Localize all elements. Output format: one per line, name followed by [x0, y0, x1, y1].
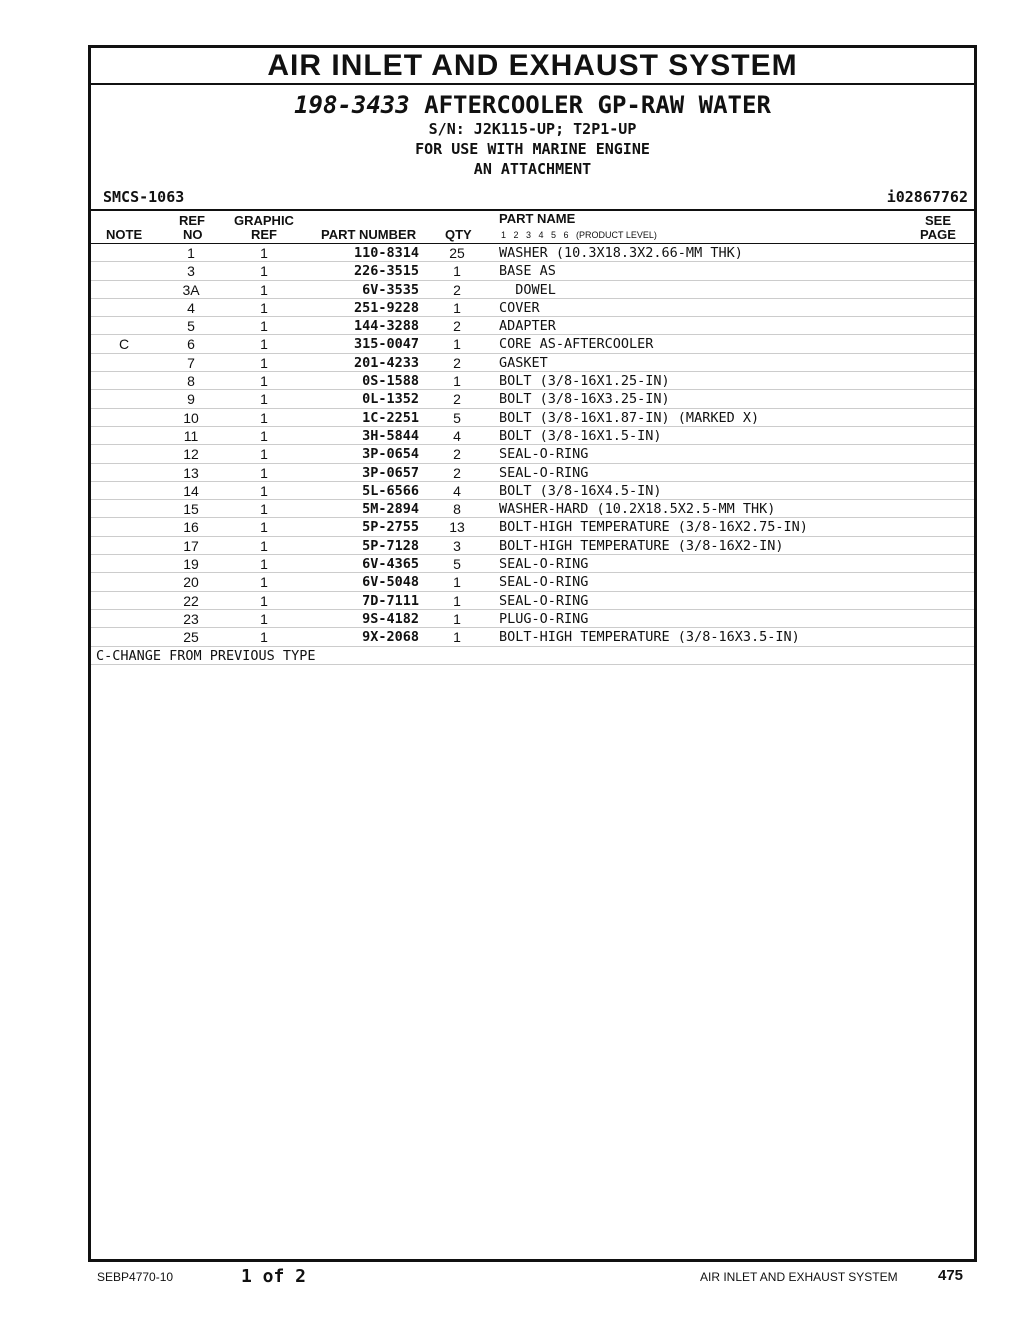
row-graphic-ref: 1: [260, 629, 268, 646]
header-note: NOTE: [106, 227, 143, 242]
row-part-name: SEAL-O-RING: [499, 574, 589, 591]
row-part-name: SEAL-O-RING: [499, 446, 589, 463]
row-part-number: 251-9228: [353, 299, 419, 316]
row-graphic-ref: 1: [260, 318, 268, 335]
page-of-count: 1 of 2: [241, 1266, 307, 1287]
row-part-number: 1C-2251: [362, 409, 419, 426]
row-graphic-ref: 1: [260, 482, 268, 499]
row-graphic-ref: 1: [260, 391, 268, 408]
table-row: [91, 427, 974, 445]
parts-table-body: [91, 244, 974, 647]
table-row: [91, 592, 974, 610]
row-graphic-ref: 1: [260, 446, 268, 463]
row-part-name: GASKET: [499, 354, 548, 371]
row-graphic-ref: 1: [260, 592, 268, 609]
footer-section-name: AIR INLET AND EXHAUST SYSTEM: [700, 1270, 898, 1284]
row-ref-no: 23: [183, 610, 199, 627]
row-qty: 1: [453, 610, 461, 627]
page-number: 475: [938, 1267, 964, 1284]
row-ref-no: 19: [183, 556, 199, 573]
row-ref-no: 16: [183, 519, 199, 536]
row-part-name: BOLT (3/8-16X4.5-IN): [499, 482, 662, 499]
row-ref-no: 6: [187, 336, 195, 353]
header-ref-top: REF: [179, 213, 205, 228]
row-part-name: PLUG-O-RING: [499, 610, 589, 627]
header-see-bottom: PAGE: [920, 227, 956, 242]
table-row: [91, 628, 974, 646]
change-footnote: C-CHANGE FROM PREVIOUS TYPE: [91, 647, 974, 665]
row-qty: 2: [453, 464, 461, 481]
row-ref-no: 3: [187, 263, 195, 280]
row-part-name: SEAL-O-RING: [499, 592, 589, 609]
row-qty: 2: [453, 391, 461, 408]
row-qty: 1: [453, 373, 461, 390]
row-part-name: BOLT-HIGH TEMPERATURE (3/8-16X2.75-IN): [499, 519, 808, 536]
page-footer: [0, 1266, 1020, 1290]
row-part-name: BOLT-HIGH TEMPERATURE (3/8-16X3.5-IN): [499, 629, 800, 646]
row-part-number: 315-0047: [353, 336, 419, 353]
serial-range: S/N: J2K115-UP; T2P1-UP: [428, 120, 637, 138]
row-part-name: ADAPTER: [499, 318, 556, 335]
doc-number: SEBP4770-10: [97, 1270, 174, 1284]
header-ref-bottom: NO: [183, 227, 203, 242]
row-qty: 25: [449, 245, 465, 261]
row-graphic-ref: 1: [260, 373, 268, 390]
row-graphic-ref: 1: [260, 354, 268, 371]
header-qty: QTY: [445, 227, 472, 242]
row-part-number: 3H-5844: [362, 427, 419, 444]
row-graphic-ref: 1: [260, 556, 268, 573]
row-graphic-ref: 1: [260, 464, 268, 481]
table-row: [91, 299, 974, 317]
row-graphic-ref: 1: [260, 409, 268, 426]
illustration-id: i02867762: [886, 188, 968, 206]
header-see-top: SEE: [925, 213, 952, 228]
row-qty: 3: [453, 537, 461, 554]
row-part-name: BASE AS: [499, 263, 556, 280]
row-graphic-ref: 1: [260, 501, 268, 518]
row-part-number: 5P-2755: [362, 519, 419, 536]
table-row: [91, 281, 974, 299]
row-part-number: 0L-1352: [362, 391, 419, 408]
row-graphic-ref: 1: [260, 245, 268, 261]
row-part-number: 3P-0654: [362, 446, 419, 463]
row-part-number: 6V-5048: [362, 574, 419, 591]
table-row: [91, 573, 974, 591]
row-part-name: SEAL-O-RING: [499, 556, 589, 573]
parts-page-frame: [88, 45, 977, 1262]
table-row: [91, 409, 974, 427]
row-qty: 1: [453, 574, 461, 591]
row-part-name: SEAL-O-RING: [499, 464, 589, 481]
row-graphic-ref: 1: [260, 537, 268, 554]
row-ref-no: 12: [183, 446, 199, 463]
row-qty: 1: [453, 299, 461, 316]
row-ref-no: 8: [187, 373, 195, 390]
table-header: [91, 209, 974, 244]
row-graphic-ref: 1: [260, 299, 268, 316]
row-part-name: COVER: [499, 299, 540, 316]
row-graphic-ref: 1: [260, 336, 268, 353]
section-title: AIR INLET AND EXHAUST SYSTEM: [91, 48, 974, 85]
row-part-name: CORE AS-AFTERCOOLER: [499, 336, 654, 353]
row-ref-no: 14: [183, 482, 199, 499]
row-part-name: BOLT (3/8-16X1.87-IN) (MARKED X): [499, 409, 760, 426]
row-part-number: 9X-2068: [362, 629, 419, 646]
row-part-number: 226-3515: [353, 263, 419, 280]
row-part-number: 6V-3535: [362, 281, 419, 298]
row-graphic-ref: 1: [260, 263, 268, 280]
table-row: [91, 464, 974, 482]
row-part-name: BOLT (3/8-16X1.5-IN): [499, 427, 662, 444]
row-ref-no: 13: [183, 464, 199, 481]
row-ref-no: 9: [187, 391, 195, 408]
table-row: [91, 537, 974, 555]
row-qty: 2: [453, 318, 461, 335]
meta-row: [91, 185, 974, 209]
row-qty: 2: [453, 281, 461, 298]
row-part-number: 144-3288: [353, 318, 419, 335]
header-part-number: PART NUMBER: [321, 227, 417, 242]
row-part-number: 5L-6566: [362, 482, 419, 499]
table-row: [91, 354, 974, 372]
row-graphic-ref: 1: [260, 519, 268, 536]
row-part-number: 0S-1588: [362, 373, 419, 390]
row-part-name: BOLT (3/8-16X3.25-IN): [499, 391, 670, 408]
row-qty: 5: [453, 409, 461, 426]
row-part-name: DOWEL: [499, 281, 556, 298]
row-ref-no: 7: [187, 354, 195, 371]
row-ref-no: 20: [183, 574, 199, 591]
row-part-name: WASHER-HARD (10.2X18.5X2.5-MM THK): [499, 501, 776, 518]
table-row: [91, 555, 974, 573]
row-qty: 8: [453, 501, 461, 518]
row-ref-no: 17: [183, 537, 199, 554]
attachment-type: AN ATTACHMENT: [473, 160, 592, 178]
row-qty: 2: [453, 446, 461, 463]
row-qty: 1: [453, 263, 461, 280]
table-row: [91, 390, 974, 408]
row-qty: 4: [453, 427, 461, 444]
row-ref-no: 10: [183, 409, 199, 426]
header-graphic-top: GRAPHIC: [234, 213, 294, 228]
table-row: [91, 500, 974, 518]
header-product-levels: 1 2 3 4 5 6 (PRODUCT LEVEL): [501, 230, 657, 240]
row-part-name: BOLT (3/8-16X1.25-IN): [499, 373, 670, 390]
row-graphic-ref: 1: [260, 610, 268, 627]
table-row: [91, 482, 974, 500]
row-qty: 4: [453, 482, 461, 499]
row-qty: 1: [453, 336, 461, 353]
row-ref-no: 3A: [182, 281, 200, 298]
group-part-number: 198-3433: [294, 91, 410, 119]
row-part-name: WASHER (10.3X18.3X2.66-MM THK): [499, 245, 743, 261]
row-graphic-ref: 1: [260, 281, 268, 298]
row-part-number: 5M-2894: [362, 501, 419, 518]
row-part-number: 9S-4182: [362, 610, 419, 627]
usage-line: FOR USE WITH MARINE ENGINE: [415, 140, 650, 158]
table-row: [91, 372, 974, 390]
table-row: [91, 244, 974, 262]
header-part-name: PART NAME: [499, 211, 576, 226]
table-row: [91, 335, 974, 353]
row-ref-no: 1: [187, 245, 195, 261]
row-ref-no: 22: [183, 592, 199, 609]
row-ref-no: 11: [183, 427, 199, 444]
row-qty: 2: [453, 354, 461, 371]
table-row: [91, 518, 974, 536]
row-qty: 1: [453, 629, 461, 646]
row-qty: 13: [449, 519, 465, 536]
row-qty: 1: [453, 592, 461, 609]
row-part-number: 6V-4365: [362, 556, 419, 573]
table-row: [91, 445, 974, 463]
group-name: AFTERCOOLER GP-RAW WATER: [424, 91, 771, 119]
table-row: [91, 262, 974, 280]
row-part-number: 5P-7128: [362, 537, 419, 554]
header-graphic-bottom: REF: [251, 227, 277, 242]
row-ref-no: 5: [187, 318, 195, 335]
row-qty: 5: [453, 556, 461, 573]
table-row: [91, 610, 974, 628]
row-graphic-ref: 1: [260, 427, 268, 444]
row-part-number: 3P-0657: [362, 464, 419, 481]
row-graphic-ref: 1: [260, 574, 268, 591]
row-part-number: 7D-7111: [362, 592, 419, 609]
row-part-number: 201-4233: [353, 354, 419, 371]
group-heading: [91, 91, 974, 119]
row-ref-no: 25: [183, 629, 199, 646]
row-part-name: BOLT-HIGH TEMPERATURE (3/8-16X2-IN): [499, 537, 784, 554]
row-part-number: 110-8314: [353, 245, 419, 261]
row-note: C: [118, 336, 130, 353]
smcs-code: SMCS-1063: [103, 188, 185, 206]
row-ref-no: 4: [187, 299, 195, 316]
row-ref-no: 15: [183, 501, 199, 518]
table-row: [91, 317, 974, 335]
